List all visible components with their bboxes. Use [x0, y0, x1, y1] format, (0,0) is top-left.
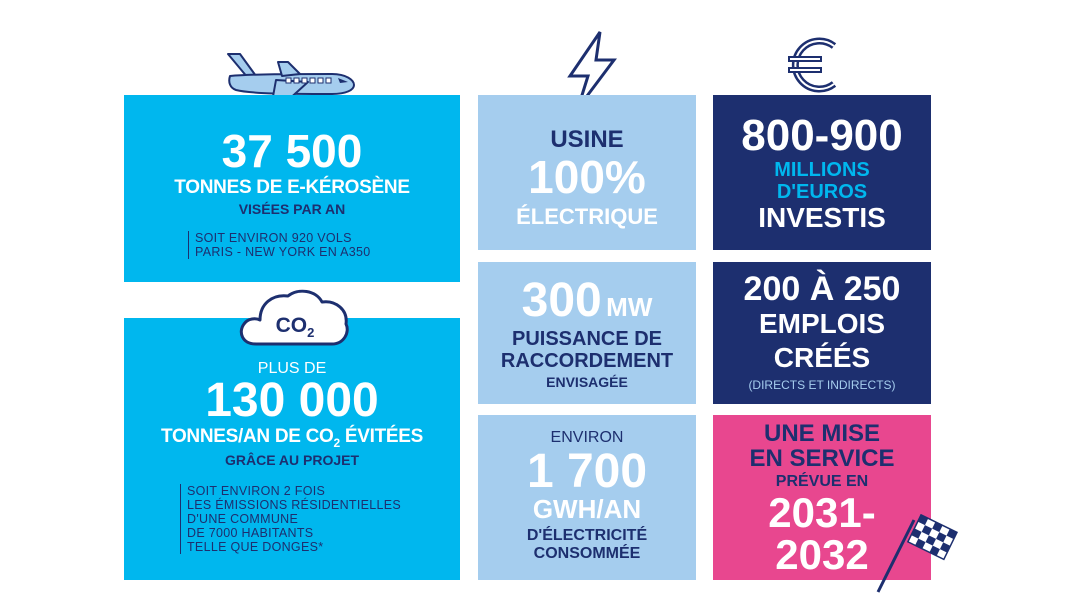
power-value: 300 MW	[521, 274, 653, 327]
kerosene-value: 37 500	[221, 125, 363, 177]
investment-label-3: INVESTIS	[758, 202, 886, 233]
service-label-2: EN SERVICE	[749, 445, 895, 472]
checkered-flag-icon	[872, 514, 958, 594]
kerosene-card	[124, 95, 460, 282]
electricity-prefix: ENVIRON	[550, 429, 624, 446]
electricity-unit: GWH/AN	[532, 494, 642, 524]
investment-card	[713, 95, 931, 250]
power-label-1: PUISSANCE DE	[511, 328, 663, 350]
electricity-value: 1 700	[526, 445, 648, 498]
co2-value: 130 000	[205, 374, 379, 427]
power-label-3: ENVISAGÉE	[546, 374, 628, 390]
service-label-1: UNE MISE	[763, 420, 880, 447]
jobs-label-2: CRÉÉS	[773, 342, 871, 373]
electricity-label-2: CONSOMMÉE	[533, 545, 641, 562]
usine-card	[478, 95, 696, 250]
euro-icon	[786, 34, 848, 96]
investment-label-1: MILLIONS	[774, 159, 870, 181]
kerosene-sublabel: VISÉES PAR AN	[238, 201, 346, 217]
co2-note-line: LES ÉMISSIONS RÉSIDENTIELLES	[187, 498, 402, 512]
jobs-value: 200 À 250	[743, 270, 901, 308]
power-card	[478, 262, 696, 404]
kerosene-label: TONNES DE E-KÉROSÈNE	[174, 177, 410, 198]
co2-label: TONNES/AN DE $CO_2$ ÉVITÉES	[160, 426, 424, 450]
jobs-label-1: EMPLOIS	[758, 308, 885, 339]
usine-label: USINE	[550, 126, 624, 153]
investment-value: 800-900	[741, 111, 903, 160]
service-year-1: 2031-	[768, 489, 876, 536]
service-label-3: PRÉVUE EN	[775, 473, 869, 490]
jobs-card	[713, 262, 931, 404]
electricity-card	[478, 415, 696, 580]
investment-label-2: D'EUROS	[776, 181, 868, 203]
service-year-2: 2032	[775, 531, 869, 578]
co2-note-line: TELLE QUE DONGES*	[187, 540, 324, 554]
usine-sublabel: ÉLECTRIQUE	[516, 204, 658, 229]
electricity-label-1: D'ÉLECTRICITÉ	[526, 527, 648, 544]
co2-sublabel: GRÂCE AU PROJET	[224, 452, 360, 468]
kerosene-note: SOIT ENVIRON 920 VOLS PARIS - NEW YORK EN A350	[188, 231, 371, 259]
co2-note-line: SOIT ENVIRON 2 FOIS	[187, 484, 326, 498]
co2-cloud-icon: $CO_2$	[236, 286, 354, 350]
usine-value: 100%	[528, 151, 646, 203]
co2-note	[180, 484, 401, 554]
jobs-note: (DIRECTS ET INDIRECTS)	[748, 378, 896, 392]
co2-card	[124, 318, 460, 580]
co2-note-line: DE 7000 HABITANTS	[187, 526, 314, 540]
co2-prefix: PLUS DE	[257, 360, 327, 377]
co2-note-line: D'UNE COMMUNE	[187, 512, 299, 526]
power-label-2: RACCORDEMENT	[500, 350, 674, 372]
